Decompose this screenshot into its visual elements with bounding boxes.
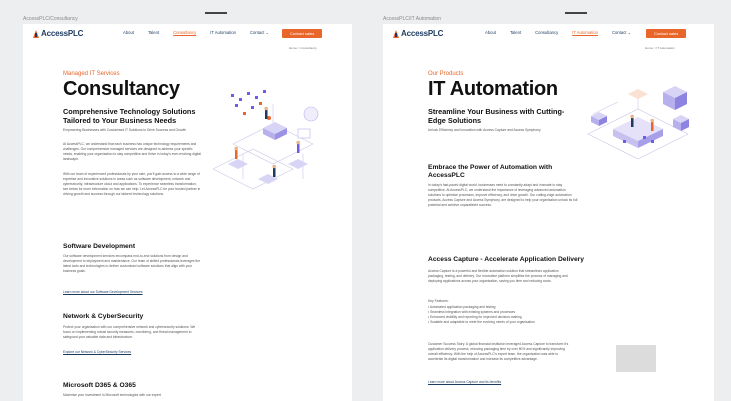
key-features-list (428, 305, 578, 325)
top-nav (383, 24, 714, 43)
section-title-software: Software Development (63, 243, 136, 250)
chevron-down-icon: ⌄ (265, 30, 270, 35)
logo[interactable] (393, 29, 443, 38)
contact-sales-button[interactable]: Contact sales (282, 29, 322, 38)
logo-icon (393, 30, 399, 38)
intro-paragraph: At AccessPLC, we understand that each business has unique technology requirements and challenges. Our comprehensive managed services are designed to address your specific needs, enabling your organisation to stay competitive and thrive in today's ever-evolving digital landscape. (63, 142, 201, 161)
section-body-network: Protect your organisation with our comprehensive network and cybersecurity solutions. We focus on implementing robust security measures, monitoring, and threat management to safeguard your valuable data and infrastructure. (63, 325, 196, 339)
nav-it-automation[interactable]: IT Automation (210, 30, 236, 35)
page-eyebrow: Our Products (428, 71, 464, 77)
page-title: Consultancy (63, 78, 180, 100)
logo-text: AccessPLC (401, 29, 444, 38)
breadcrumb: Home > Consultancy (289, 46, 317, 50)
page-eyebrow: Managed IT Services (63, 71, 120, 77)
link-network-cybersecurity[interactable]: Explore our Network & CyberSecurity Services (63, 350, 132, 354)
chevron-down-icon: ⌄ (627, 30, 632, 35)
page-headline: Comprehensive Technology Solutions Tailored to Your Business Needs (63, 107, 196, 125)
key-features-label: Key Features: (428, 299, 449, 303)
intro-paragraph-2: With our team of experienced professionals by your side, you'll gain access to a wide range of expertise and innovative solutions in areas such as software development, network and cybersecurity, infrastructure cloud and applications. To experience seamless transformation, see below for more information on how we can help. Let AccessPLC be your trusted partner in driving growth and success through our tailored technology solutions. (63, 172, 201, 196)
link-access-capture[interactable]: Learn more about Access Capture and its benefits (428, 380, 502, 384)
nav-consultancy[interactable]: Consultancy (535, 30, 559, 35)
nav-talent[interactable]: Talent (509, 30, 522, 35)
image-placeholder (616, 345, 656, 372)
frame-label-it-automation: AccessPLC/IT Automation (383, 16, 441, 22)
link-software-development[interactable]: Learn more about our Software Development Services (63, 290, 143, 294)
contact-sales-button[interactable]: Contact sales (646, 29, 686, 38)
section-body-access-capture: Access Capture is a powerful and flexible automation solution that streamlines application packaging, testing, and delivery. Our innovative platform simplifies the process of managing and deploying applications across your organisation, saving you time and reducing costs. (428, 269, 568, 283)
frame-label-consultancy: AccessPLC/Consultancy (23, 16, 78, 22)
nav-content[interactable] (250, 30, 269, 35)
logo-text: AccessPLC (41, 29, 84, 38)
section-body-embrace: In today's fast-paced digital world, businesses need to constantly adapt and innovate to stay competitive. At AccessPLC, we understand the importance of leveraging advanced automation solutions to optimise processes, improve efficiency, and drive growth. Our cutting-edge automation products, Access Capture and Access Symphony, are designed to help your organisation unlock its full potential and achieve unparalleled success. (428, 183, 578, 207)
page-tagline: Empowering Businesses with Customised IT Solutions to Drive Success and Growth (63, 128, 187, 132)
list-item: • Scalable and adaptable to meet the evolving needs of your organisation (428, 320, 578, 325)
section-title-access-capture: Access Capture - Accelerate Application Delivery (428, 256, 584, 263)
nav-about[interactable]: About (123, 30, 134, 35)
section-title-network: Network & CyberSecurity (63, 313, 144, 320)
it-automation-illustration (573, 74, 708, 184)
nav-talent[interactable]: Talent (147, 30, 160, 35)
consultancy-page (23, 24, 352, 401)
top-nav (23, 24, 352, 43)
section-title-embrace: Embrace the Power of Automation with AccessPLC (428, 164, 553, 179)
nav-consultancy[interactable]: Consultancy (173, 30, 197, 35)
list-item: • Seamless integration with existing systems and processes (428, 310, 578, 315)
section-title-microsoft: Microsoft D365 & O365 (63, 382, 136, 389)
page-tagline: Unlock Efficiency and Innovation with Access Capture and Access Symphony (428, 128, 541, 132)
customer-success-story: Customer Success Story: A global financial institution leveraged Access Capture to transform it's application delivery process, reducing packaging time by over 50% and significantly improving overall efficiency. With the help of AccessPLC's expert team, the organisation was able to accelerate its digital transformation and increase its competitive advantage. (428, 342, 569, 361)
section-body-microsoft: Maximise your investment in Microsoft technologies with our expert (63, 393, 161, 397)
list-item: • Automated application packaging and testing (428, 305, 578, 310)
frame-drag-handle[interactable] (565, 12, 587, 14)
nav-content[interactable] (612, 30, 631, 35)
breadcrumb: Home > IT Automation (645, 46, 675, 50)
nav-it-automation[interactable]: IT Automation (572, 30, 598, 35)
logo[interactable] (33, 29, 83, 38)
nav-about[interactable]: About (485, 30, 496, 35)
frame-drag-handle[interactable] (205, 12, 227, 14)
it-automation-page (383, 24, 714, 401)
page-title: IT Automation (428, 78, 558, 100)
page-headline: Streamline Your Business with Cutting-Edge Solutions (428, 107, 565, 125)
nav-content-label: Contact (249, 30, 265, 35)
nav-content-label: Contact (611, 30, 627, 35)
section-body-software: Our software development services encompass end-to-end solutions from design and development to deployment and maintenance. Our team of skilled professionals leverages the latest tools and technologies to deliver customised software solutions that align with your business goals. (63, 254, 201, 273)
list-item: • Enhanced visibility and reporting for improved decision-making (428, 315, 578, 320)
logo-icon (33, 30, 39, 38)
consultancy-illustration (203, 84, 343, 204)
